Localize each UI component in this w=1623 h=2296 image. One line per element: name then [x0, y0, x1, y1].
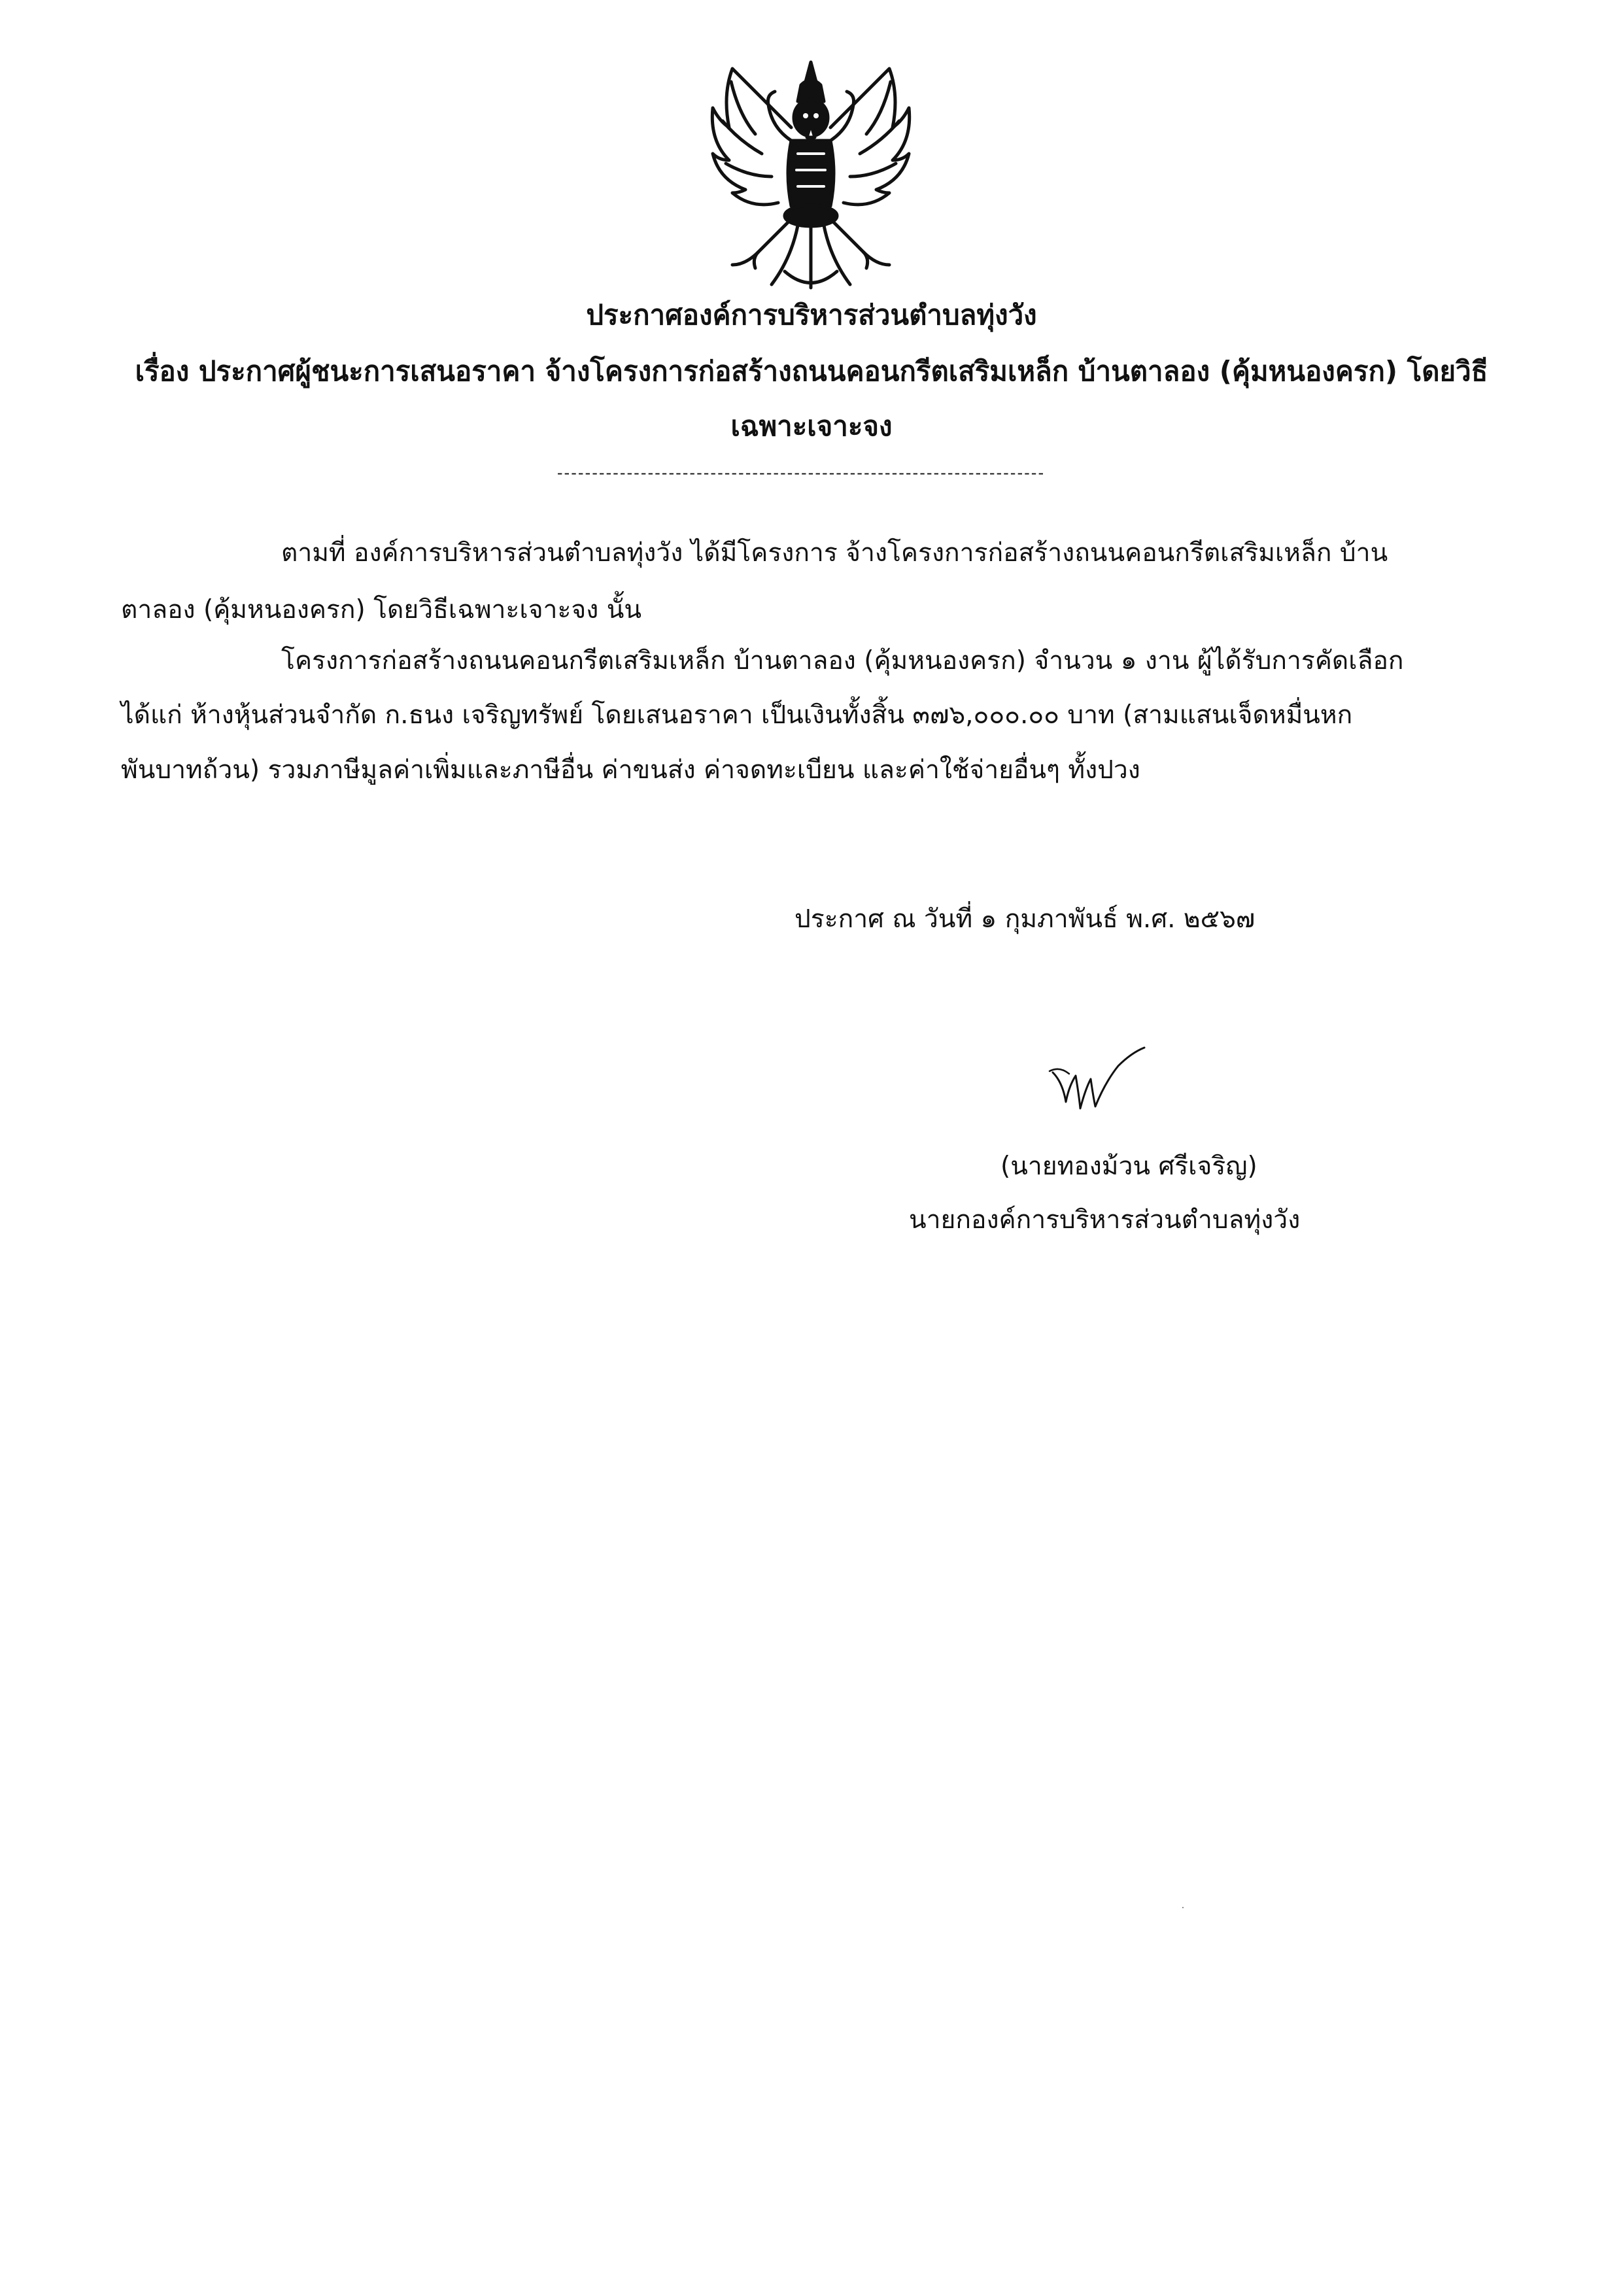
signer-title: นายกองค์การบริหารส่วนตำบลทุ่งวัง [909, 1205, 1301, 1235]
announcement-subject-continued: เฉพาะเจาะจง [730, 410, 893, 442]
body-paragraph-2-line-2: ได้แก่ ห้างหุ้นส่วนจำกัด ก.ธนง เจริญทรัพย์ โดยเสนอราคา เป็นเงินทั้งสิ้น ๓๗๖,๐๐๐.๐๐ บาท (สามแสนเจ็ดหมื่นหก [121, 700, 1353, 730]
body-paragraph-2-line-3: พันบาทถ้วน) รวมภาษีมูลค่าเพิ่มและภาษีอื่น ค่าขนส่ง ค่าจดทะเบียน และค่าใช้จ่ายอื่นๆ ทั้งปวง [121, 755, 1140, 785]
body-paragraph-2-line-1: โครงการก่อสร้างถนนคอนกรีตเสริมเหล็ก บ้านตาลอง (คุ้มหนองครก) จำนวน ๑ งาน ผู้ได้รับการคัดเลือก [281, 646, 1404, 676]
announcement-title: ประกาศองค์การบริหารส่วนตำบลทุ่งวัง [586, 299, 1037, 331]
body-paragraph-1-line-2: ตาลอง (คุ้มหนองครก) โดยวิธีเฉพาะเจาะจง นั้น [121, 595, 642, 625]
signature-mark [1040, 1046, 1157, 1125]
garuda-emblem-icon [693, 56, 929, 298]
body-paragraph-1-line-1: ตามที่ องค์การบริหารส่วนตำบลทุ่งวัง ได้มีโครงการ จ้างโครงการก่อสร้างถนนคอนกรีตเสริมเหล็ก บ้าน [281, 538, 1388, 568]
divider-line: ---------------------------------------------------------------------- [556, 464, 1046, 482]
scan-speck [1182, 1907, 1184, 1908]
announcement-subject: เรื่อง ประกาศผู้ชนะการเสนอราคา จ้างโครงการก่อสร้างถนนคอนกรีตเสริมเหล็ก บ้านตาลอง (คุ้มหนองครก) โดยวิธี [135, 355, 1488, 387]
announcement-date: ประกาศ ณ วันที่ ๑ กุมภาพันธ์ พ.ศ. ๒๕๖๗ [794, 904, 1256, 934]
signer-name: (นายทองม้วน ศรีเจริญ) [1000, 1152, 1257, 1181]
